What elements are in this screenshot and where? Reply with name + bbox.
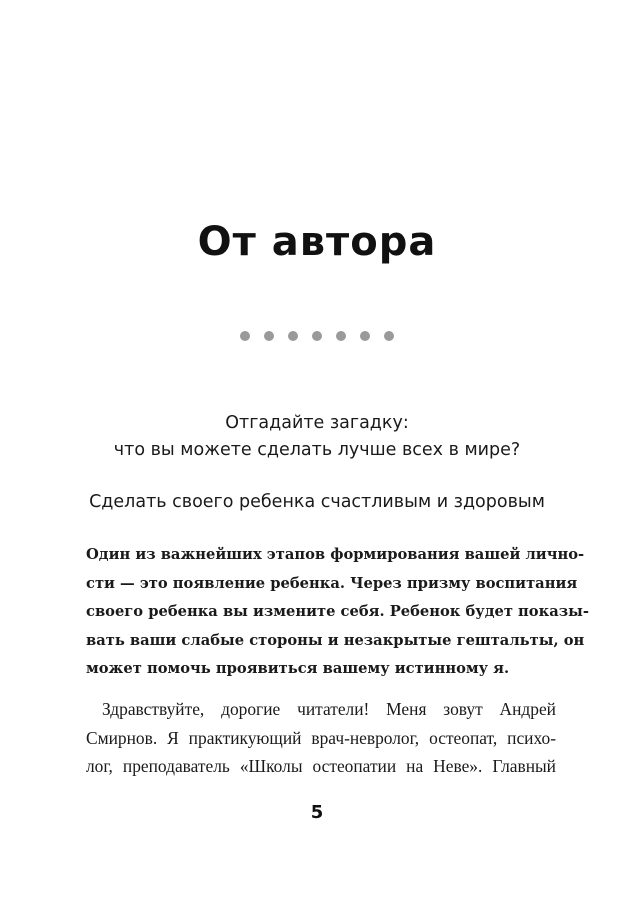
lead-paragraph [86,541,589,684]
body-line: лог, преподаватель «Школы остеопатии на Неве». Главный [86,756,556,776]
page-number: 5 [310,802,324,823]
body-paragraph [86,695,556,781]
riddle [0,410,634,464]
divider-dot [384,331,394,341]
lead-line: Один из важнейших этапов формирования вашей лично- [86,546,585,563]
lead-line: сти — это появление ребенка. Через призму воспитания [86,574,578,592]
lead-line: может помочь проявиться вашему истинному я. [86,660,510,677]
lead-line: вать ваши слабые стороны и незакрытые гештальты, он [86,631,585,649]
divider-dot [288,331,298,341]
riddle-answer: Сделать своего ребенка счастливым и здоровым [89,492,545,512]
divider-dot [264,331,274,341]
body-line: Смирнов. Я практикующий врач-невролог, остеопат, психо- [86,727,556,748]
ornament-divider [0,331,634,341]
page-title: От автора [197,219,437,265]
riddle-line-1: Отгадайте загадку: [225,413,409,433]
divider-dot [312,331,322,341]
divider-dot [240,331,250,341]
divider-dot [360,331,370,341]
body-line: Здравствуйте, дорогие читатели! Меня зовут Андрей [102,699,556,719]
lead-line: своего ребенка вы измените себя. Ребенок будет показы- [86,603,589,620]
divider-dot [336,331,346,341]
riddle-line-2: что вы можете сделать лучше всех в мире? [113,440,521,460]
